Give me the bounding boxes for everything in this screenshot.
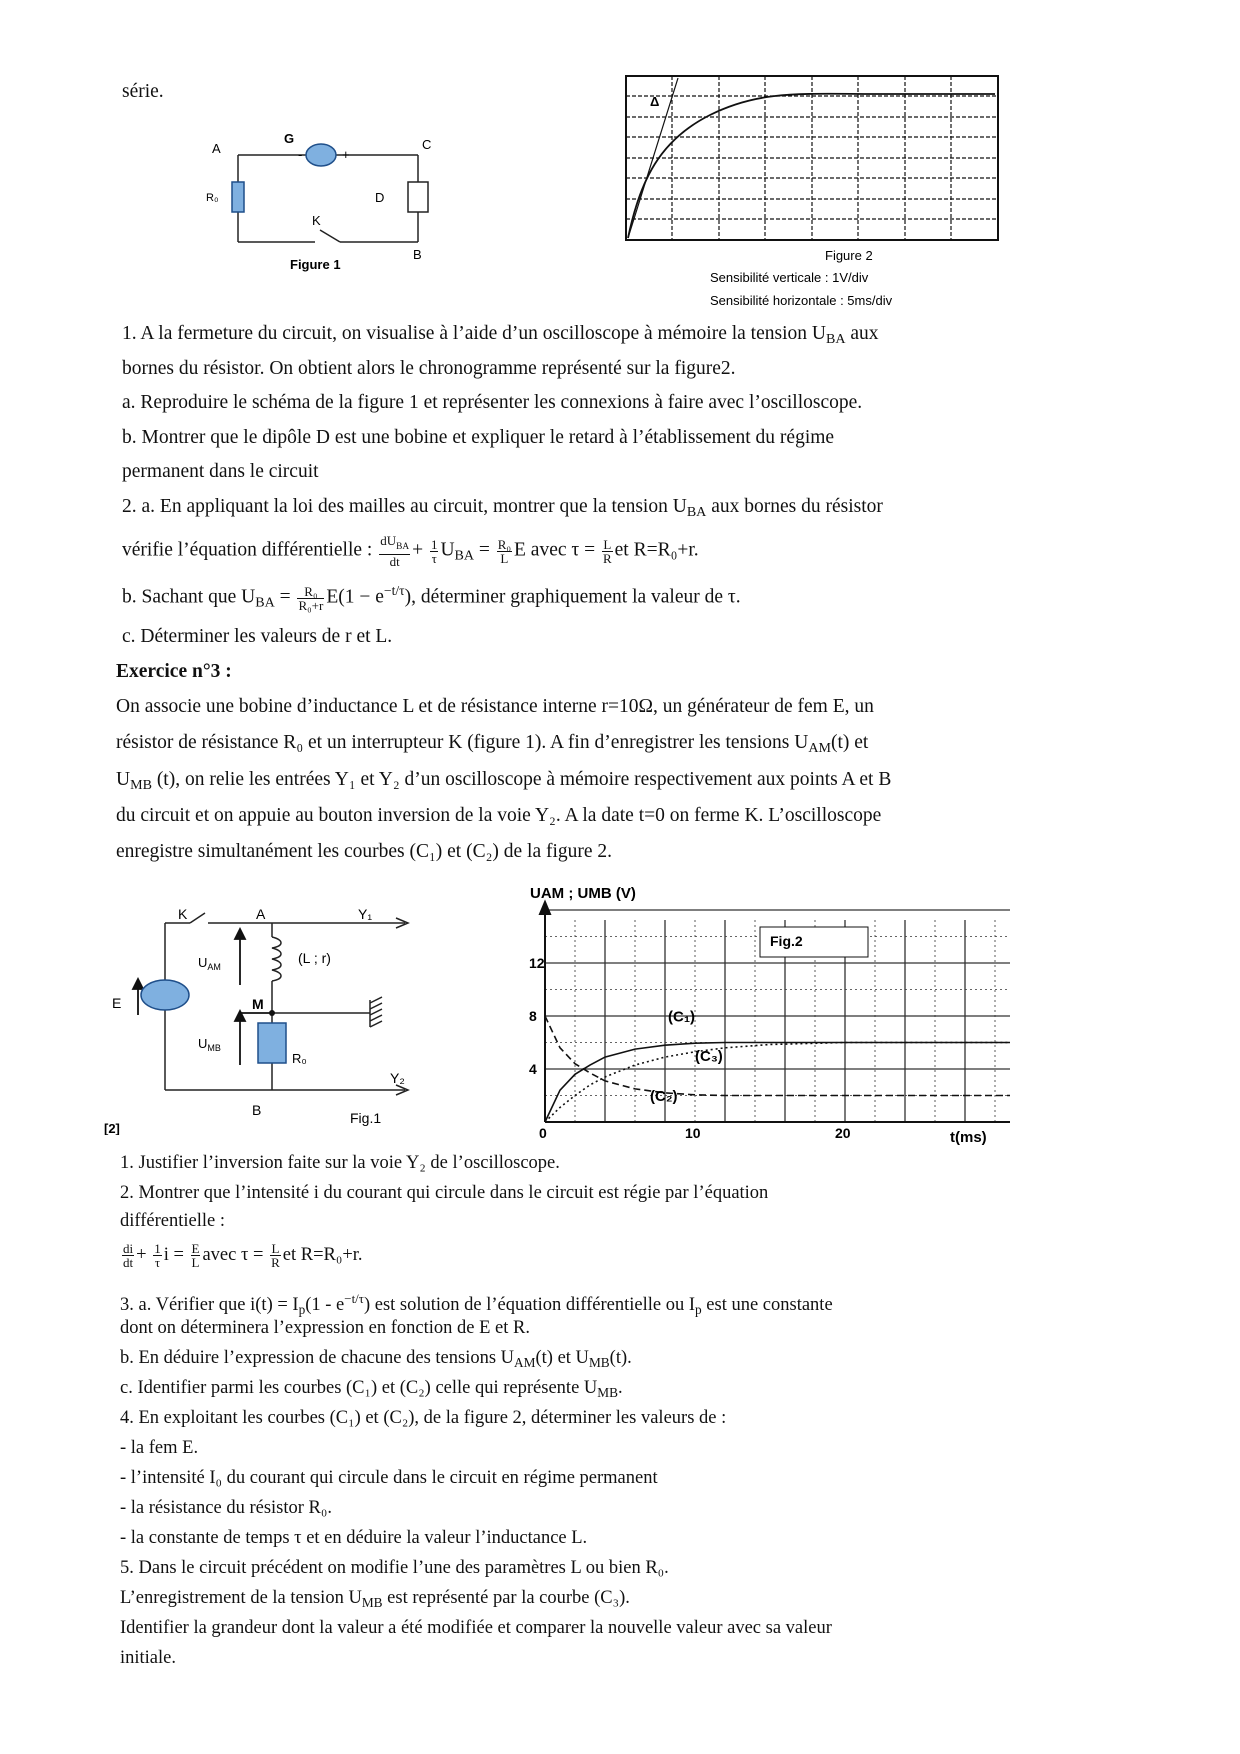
label-c: C [422, 137, 432, 152]
label-e: E [112, 995, 122, 1011]
q1: 1. Justifier l’inversion faite sur la voie Y₂ de l’oscilloscope. [120, 1153, 560, 1173]
label-uam: $U_{AM}$ [198, 955, 221, 972]
resistor-r0-ex3 [258, 1023, 286, 1063]
ex2-q1-line2: bornes du résistor. On obtient alors le chronogramme représenté sur la figure2. [122, 358, 736, 379]
label-minus: - [298, 147, 303, 162]
series-c2 [545, 1016, 1010, 1096]
series-label: (C₂) [650, 1087, 678, 1105]
label-m: M [252, 996, 264, 1012]
chart-y-label: UAM ; UMB (V) [530, 885, 636, 902]
ex2-q1-line1: 1. A la fermeture du circuit, on visualise à l’aide d’un oscilloscope à mémoire la tension $U_{BA}$ aux [122, 323, 879, 347]
label-b: B [252, 1102, 262, 1118]
x-tick-label: 10 [685, 1125, 701, 1141]
label-k: K [178, 906, 188, 922]
ex3-p1: On associe une bobine d’inductance L et de résistance interne r=10Ω, un générateur de fem E, un [116, 696, 874, 717]
x-tick-label: 0 [539, 1125, 547, 1141]
figure-1-circuit [200, 125, 460, 275]
q5: 5. Dans le circuit précédent on modifie l’une des paramètres L ou bien R₀. [120, 1558, 669, 1578]
ex2-qb-line1: b. Montrer que le dipôle D est une bobine et expliquer le retard à l’établissement du régime [122, 427, 835, 448]
label-k: K [312, 213, 321, 228]
series-c1 [545, 1043, 1010, 1123]
fig1-circuit-ex3 [100, 905, 430, 1135]
ex3-p5: enregistre simultanément les courbes (C₁) et (C₂) de la figure 2. [116, 841, 613, 862]
q4-a: - la fem E. [120, 1438, 199, 1458]
q2-line1: 2. Montrer que l’intensité i du courant qui circule dans le circuit est régie par l’équation [120, 1183, 769, 1203]
label-a: A [212, 141, 221, 156]
q5-line3: Identifier la grandeur dont la valeur a été modifiée et comparer la nouvelle valeur avec sa valeur [120, 1618, 832, 1638]
ex2-q2b: b. Sachant que $U_{BA}$ = $\frac{\text{R₀}}{\text{R₀+r}}$ $E(1 - e^{-t/\tau})$, déterminer graphiquement la valeur de τ. [122, 583, 741, 613]
label-d: D [375, 190, 385, 205]
chart-title-box: Fig.2 [770, 933, 803, 949]
serie-text: série. [122, 81, 164, 102]
ex2-qa: a. Reproduire le schéma de la figure 1 et représenter les connexions à faire avec l’oscilloscope. [122, 392, 863, 413]
resistor-r0 [232, 182, 244, 212]
q4-d: - la constante de temps τ et en déduire la valeur l’inductance L. [120, 1528, 588, 1548]
label-g: G [284, 131, 295, 146]
label-umb: $U_{MB}$ [198, 1036, 221, 1053]
label-r0: R₀ [206, 192, 219, 204]
ex3-title: Exercice n°3 : [116, 661, 232, 682]
q2-equation: $\frac{di}{dt}$ + $\frac{1}{\tau}$ i = $\frac{E}{L}$ avec τ = $\frac{L}{R}$ et R=R₀+r. [123, 1241, 363, 1270]
q5-line2: L’enregistrement de la tension $U_{MB}$ est représenté par la courbe (C₃). [120, 1588, 630, 1610]
q3a-line1: 3. a. Vérifier que $i(t) = I_p(1 - e^{-t/\tau})$ est solution de l’équation différentielle ou $I_p$ est une constante [120, 1291, 833, 1318]
q5-line4: initiale. [120, 1648, 176, 1668]
sensitivity-vertical: Sensibilité verticale : 1V/div [710, 270, 869, 285]
generator-symbol [306, 144, 336, 166]
label-lr: (L ; r) [298, 950, 331, 966]
ex3-p3: $U_{MB}$ (t), on relie les entrées Y₁ et Y₂ d’un oscilloscope à mémoire respectivement aux points A et B [116, 769, 892, 793]
series-label: (C₁) [668, 1008, 696, 1026]
label-y1: Y₁ [358, 906, 373, 922]
figure-2-oscillogram [620, 70, 1010, 315]
label-a: A [256, 906, 266, 922]
ex2-qb-line2: permanent dans le circuit [122, 461, 319, 482]
fig2-chart [505, 880, 1025, 1145]
dipole-d [408, 182, 428, 212]
generator-e-symbol [141, 980, 189, 1010]
ex2-q2c: c. Déterminer les valeurs de r et L. [122, 626, 393, 647]
sensitivity-horizontal: Sensibilité horizontale : 5ms/div [710, 293, 893, 308]
label-y2: Y₂ [390, 1070, 405, 1086]
q3b: b. En déduire l’expression de chacune des tensions $U_{AM}(t)$ et $U_{MB}(t)$. [120, 1348, 632, 1370]
series-label: (C₃) [695, 1048, 723, 1066]
y-tick-label: 4 [529, 1061, 537, 1077]
q4-b: - l’intensité I₀ du courant qui circule dans le circuit en régime permanent [120, 1468, 658, 1488]
label-plus: + [342, 147, 350, 162]
label-r0: R₀ [292, 1051, 307, 1066]
y-tick-label: 8 [529, 1008, 537, 1024]
fig1-caption: Fig.1 [350, 1110, 382, 1126]
q3c: c. Identifier parmi les courbes (C₁) et (C₂) celle qui représente $U_{MB}$. [120, 1378, 623, 1400]
ex2-q2a-line2: vérifie l’équation différentielle : $\frac{dU_{BA}}{dt}$ + $\frac{1}{\tau}$ $U_{BA}$ = $\frac{\text{R₀}}{L}$ E avec τ = $\frac{L}{R}$ et R=R₀+r. [122, 533, 699, 569]
delta-label: Δ [650, 94, 660, 109]
q3a-line2: dont on déterminera l’expression en fonction de E et R. [120, 1318, 530, 1338]
reference-number: [2] [104, 1121, 120, 1135]
ex3-p2: résistor de résistance R₀ et un interrupteur K (figure 1). A fin d’enregistrer les tensions $U_{AM}(t)$ et [116, 732, 869, 756]
ex2-q2a-line1: 2. a. En appliquant la loi des mailles au circuit, montrer que la tension $U_{BA}$ aux bornes du résistor [122, 496, 883, 520]
chart-x-label: t(ms) [950, 1129, 987, 1145]
figure-2-caption: Figure 2 [825, 248, 873, 263]
figure-1-caption: Figure 1 [290, 257, 341, 272]
q2-line2: différentielle : [120, 1211, 225, 1231]
q4-c: - la résistance du résistor R₀. [120, 1498, 332, 1518]
label-b: B [413, 247, 422, 262]
y-tick-label: 12 [529, 955, 545, 971]
q4: 4. En exploitant les courbes (C₁) et (C₂), de la figure 2, déterminer les valeurs de : [120, 1408, 727, 1428]
x-tick-label: 20 [835, 1125, 851, 1141]
ex3-p4: du circuit et on appuie au bouton inversion de la voie Y₂. A la date t=0 on ferme K. L’oscilloscope [116, 805, 882, 826]
